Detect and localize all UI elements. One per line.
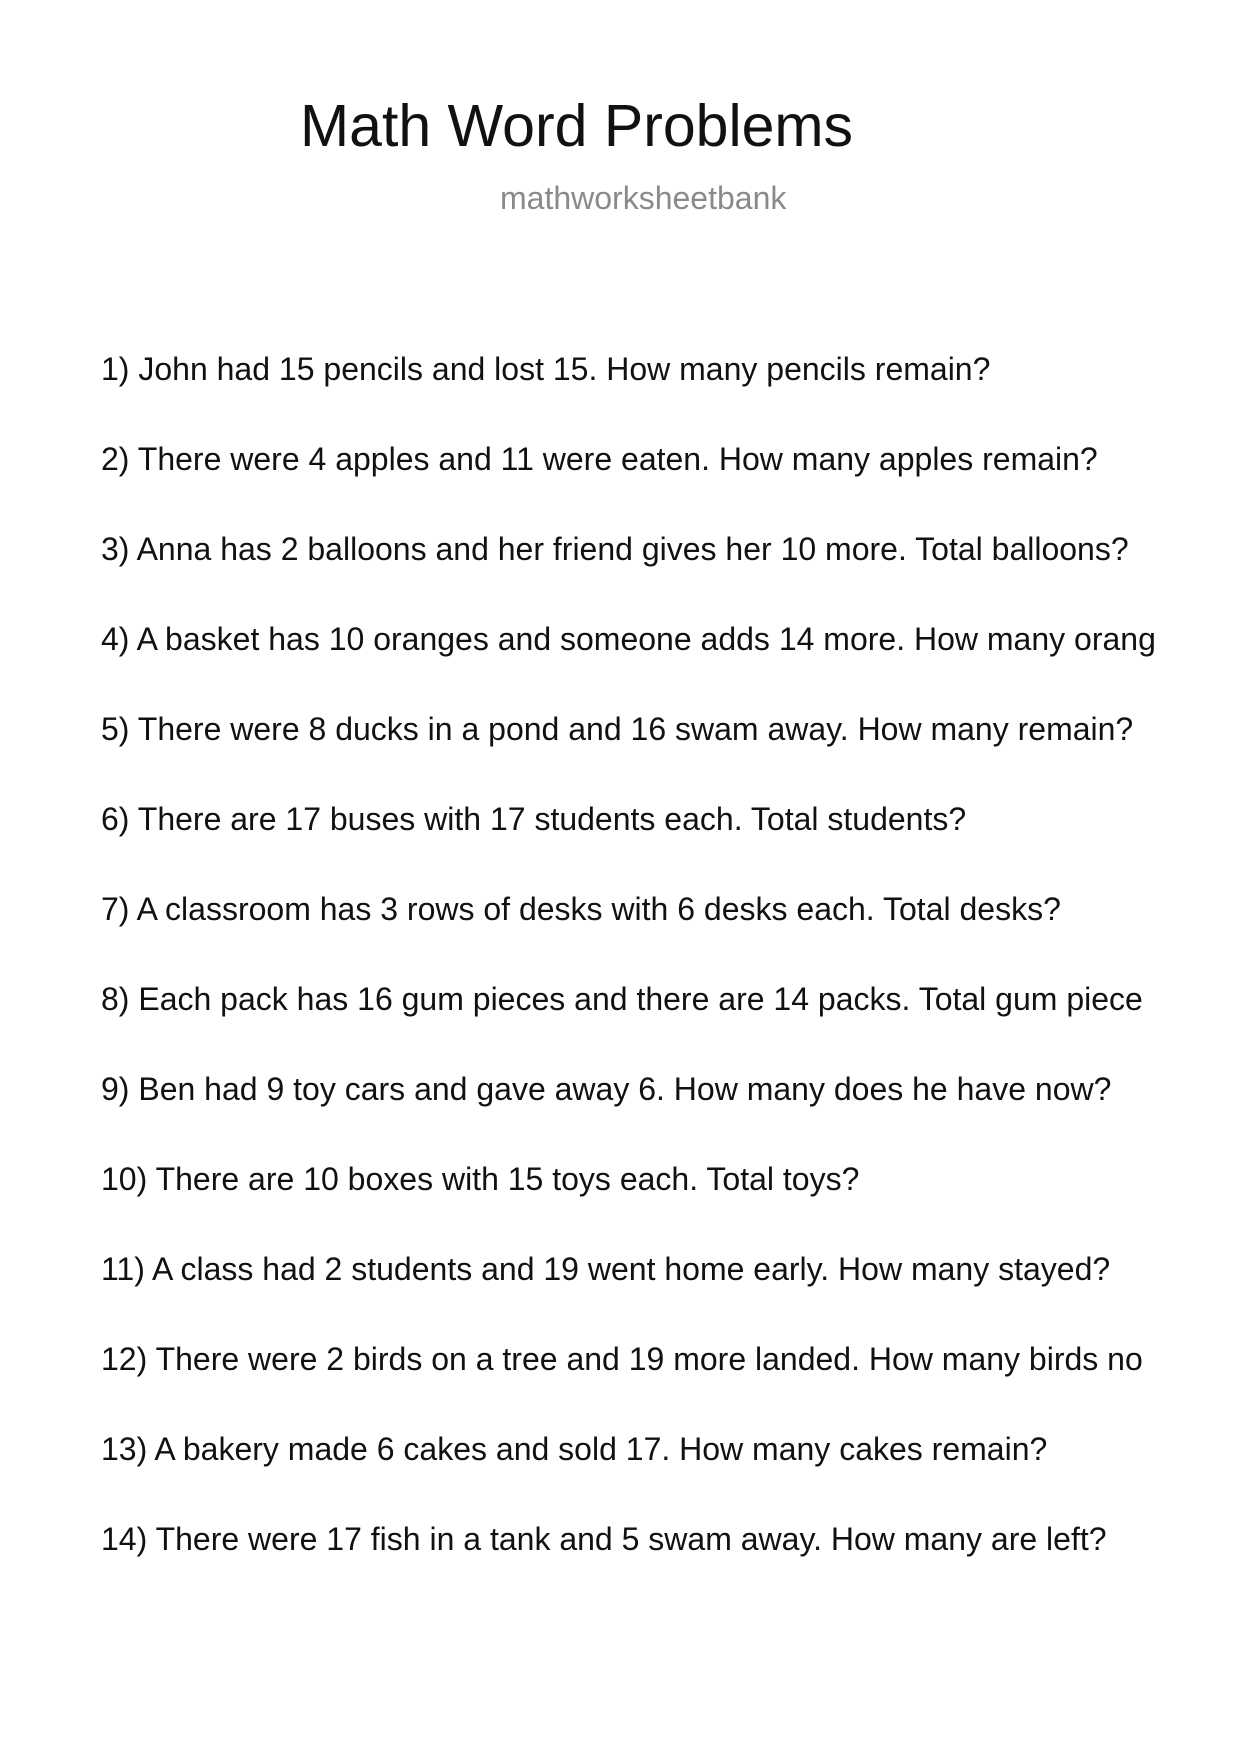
problem-9: 9) Ben had 9 toy cars and gave away 6. How many does he have now? [101,1071,1112,1107]
problem-14: 14) There were 17 fish in a tank and 5 swam away. How many are left? [101,1521,1107,1557]
problem-13: 13) A bakery made 6 cakes and sold 17. How many cakes remain? [101,1431,1048,1467]
problem-list [101,350,1156,1610]
problem-5: 5) There were 8 ducks in a pond and 16 swam away. How many remain? [101,711,1134,747]
problem-3: 3) Anna has 2 balloons and her friend gives her 10 more. Total balloons? [101,531,1129,567]
problem-11: 11) A class had 2 students and 19 went home early. How many stayed? [101,1251,1111,1287]
problem-1: 1) John had 15 pencils and lost 15. How many pencils remain? [101,351,991,387]
problem-2: 2) There were 4 apples and 11 were eaten. How many apples remain? [101,441,1098,477]
problem-8: 8) Each pack has 16 gum pieces and there are 14 packs. Total gum piece [101,981,1143,1017]
problem-10: 10) There are 10 boxes with 15 toys each. Total toys? [101,1161,860,1197]
worksheet-title: Math Word Problems [300,93,854,159]
problem-12: 12) There were 2 birds on a tree and 19 more landed. How many birds no [101,1341,1143,1377]
problem-6: 6) There are 17 buses with 17 students each. Total students? [101,801,967,837]
problem-4: 4) A basket has 10 oranges and someone adds 14 more. How many orang [101,621,1156,657]
worksheet-subtitle: mathworksheetbank [500,180,787,216]
problem-7: 7) A classroom has 3 rows of desks with 6 desks each. Total desks? [101,891,1061,927]
